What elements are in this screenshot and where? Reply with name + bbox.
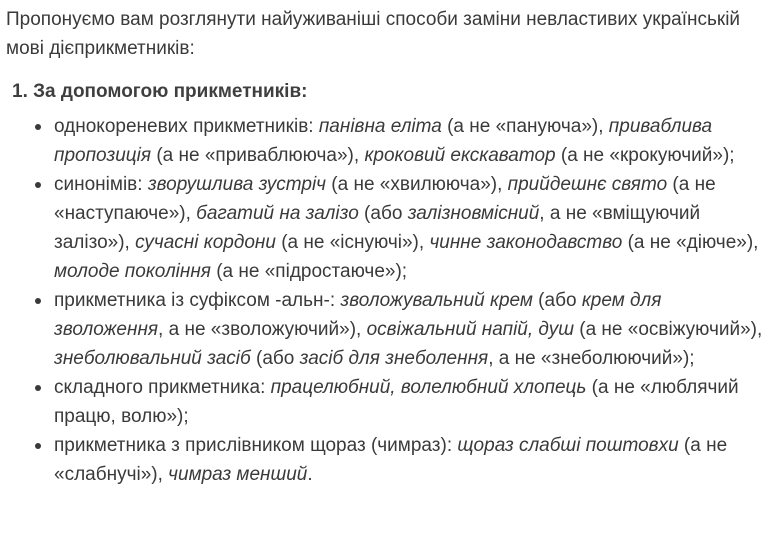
example-phrase: зворушлива зустріч (147, 174, 326, 195)
example-phrase: приваблива пропозиція (54, 116, 713, 166)
item-text: прикметника із суфіксом -альн-: (54, 290, 341, 311)
example-phrase: знеболювальний засіб (54, 348, 251, 369)
section-title: За допомогою прикметників: (33, 81, 308, 102)
item-text: (а не «підростаюче»); (210, 261, 408, 282)
example-phrase: працелюбний, волелюбний хлопець (270, 377, 587, 398)
example-phrase: прийдешнє свято (507, 174, 668, 195)
example-phrase: багатий на залізо (196, 203, 359, 224)
list-item (54, 112, 769, 170)
item-text: (або (250, 348, 300, 369)
section-number: 1. (12, 81, 28, 102)
item-text: (або (358, 203, 408, 224)
example-phrase: молоде покоління (54, 261, 211, 282)
example-phrase: крем для зволоження (54, 290, 662, 340)
item-text: (а не «приваблююча»), (151, 145, 365, 166)
item-text: однокореневих прикметників: (54, 116, 319, 137)
list-item (54, 373, 769, 431)
section-heading (6, 77, 769, 106)
item-text: (а не «діюче»), (622, 232, 759, 253)
example-phrase: засіб для знеболення (299, 348, 489, 369)
example-phrase: сучасні кордони (135, 232, 276, 253)
item-text: синонімів: (54, 174, 148, 195)
item-text: (а не «наступаюче»), (54, 174, 716, 224)
item-text: прикметника з прислівником щораз (чимраз): (54, 435, 458, 456)
item-text: (а не «освіжуючий»), (573, 319, 763, 340)
list-item (54, 431, 769, 489)
item-text: (або (532, 290, 582, 311)
item-text: (а не «крокуючий»); (555, 145, 735, 166)
item-text: (а не «існуючі»), (275, 232, 430, 253)
example-phrase: чинне законодавство (429, 232, 623, 253)
item-text: (а не «слабнучі»), (54, 435, 728, 485)
list-item (54, 170, 769, 286)
item-text: , а не «знеболюючий»); (488, 348, 695, 369)
item-text: . (307, 464, 313, 485)
example-phrase: панівна еліта (318, 116, 442, 137)
item-text: , а не «зволожуючий»), (158, 319, 367, 340)
intro-paragraph: Пропонуємо вам розглянути найуживаніші способи заміни невластивих українській мові дієприкметників: (6, 9, 741, 59)
example-phrase: зволожувальний крем (340, 290, 533, 311)
item-text: , а не «вміщуючий залізо»), (54, 203, 701, 253)
item-text: (а не «пануюча»), (441, 116, 609, 137)
example-phrase: залізновмісний (407, 203, 540, 224)
item-text: (а не «люблячий працю, волю»); (54, 377, 739, 427)
example-phrase: щораз слабші поштовхи (457, 435, 679, 456)
item-text: (а не «хвилююча»), (326, 174, 508, 195)
example-phrase: чимраз менший (168, 464, 308, 485)
example-phrase: кроковий екскаватор (364, 145, 556, 166)
item-text: складного прикметника: (54, 377, 271, 398)
list-item (54, 286, 769, 373)
example-phrase: освіжальний напій, душ (366, 319, 574, 340)
adjective-methods-list (6, 112, 769, 489)
